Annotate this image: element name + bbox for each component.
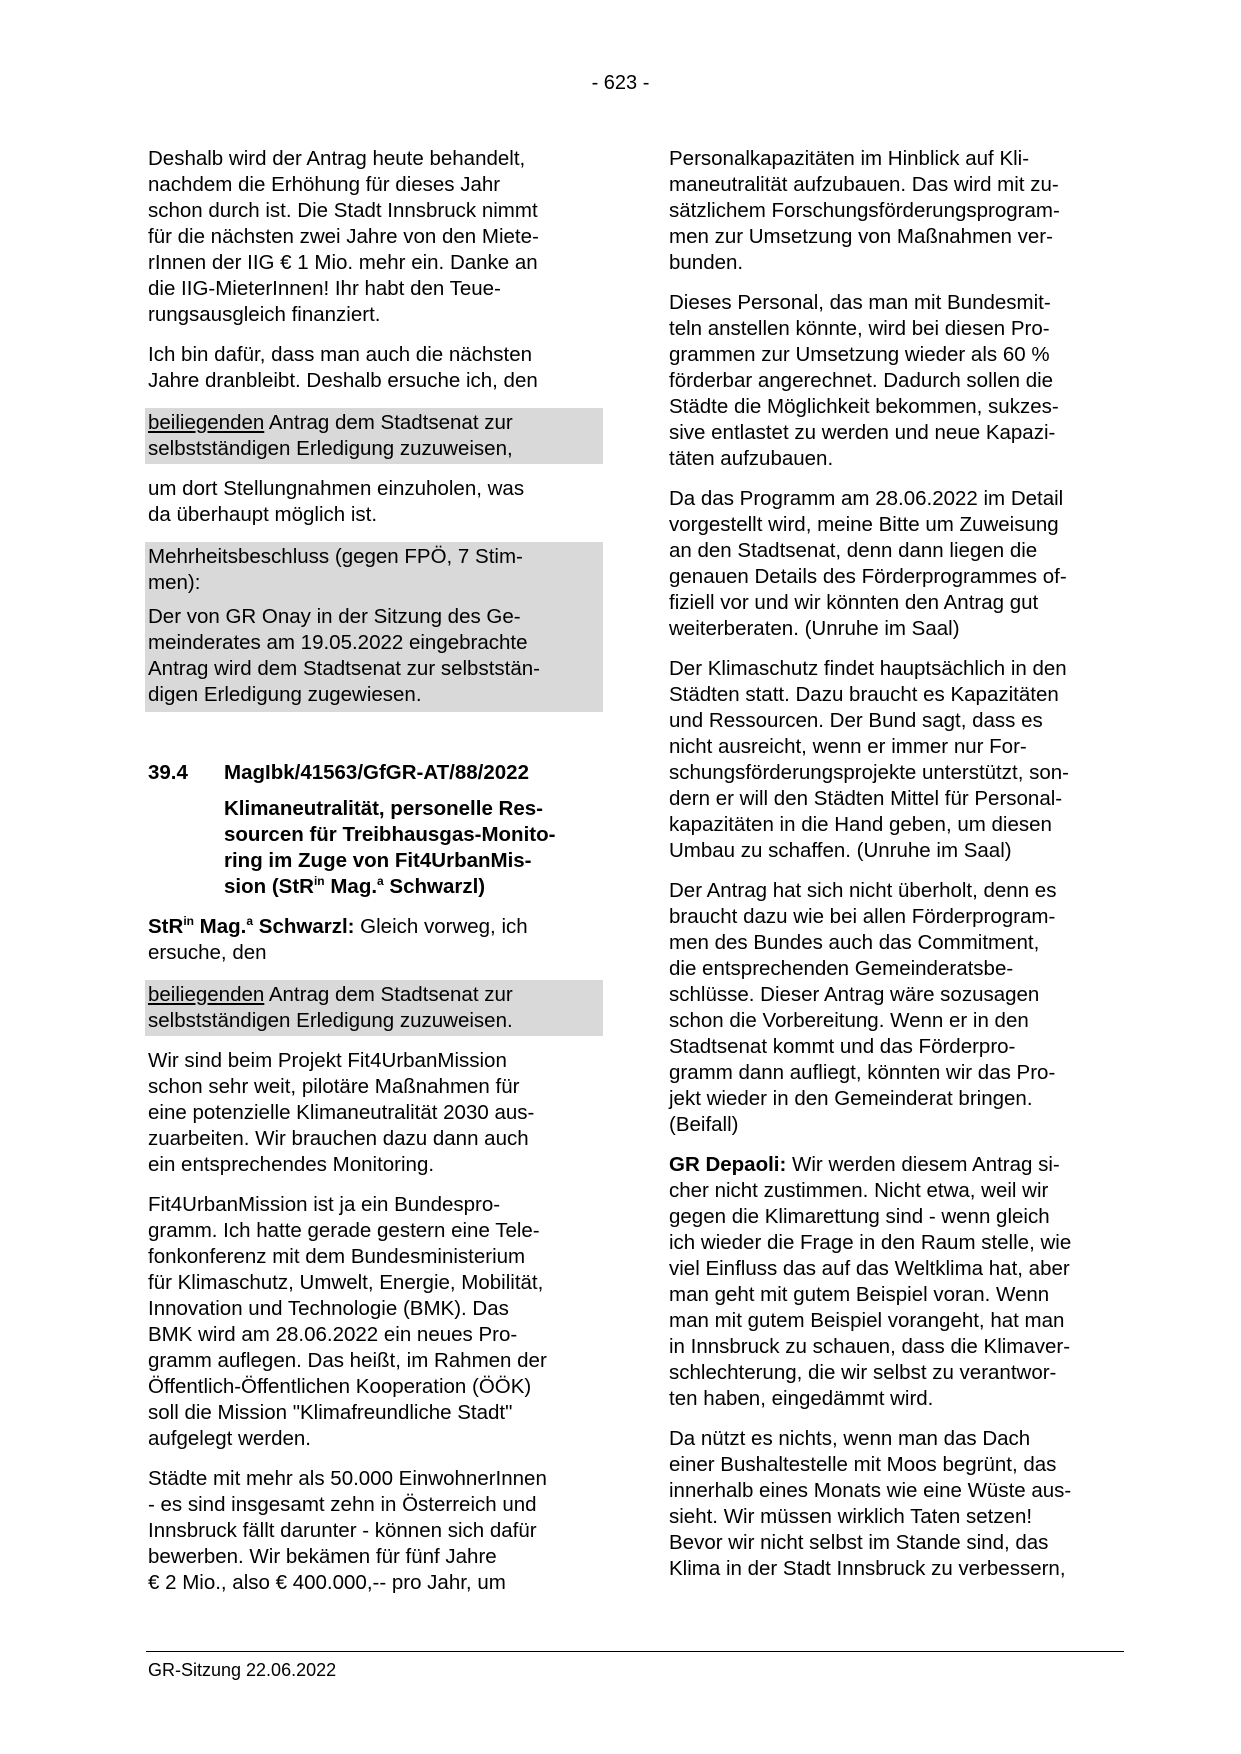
footer-session-date: GR-Sitzung 22.06.2022 [148,1660,337,1680]
motion-text: Antrag dem Stadtsenat zur selbstständigen Erledigung zuzuweisen. [148,983,513,1032]
right-column [669,146,1121,1596]
section-heading [148,760,600,786]
motion-text: Antrag dem Stadtsenat zur selbstständigen Erledigung zuzuweisen, [148,411,513,460]
paragraph: Deshalb wird der Antrag heute behandelt, nachdem die Erhöhung für dieses Jahr schon durch ist. Die Stadt Innsbruck nimmt für die nächsten zwei Jahre von den Miete- rInnen der IIG € 1 Mio. mehr ein. Danke an die IIG-MieterInnen! Ihr habt den Teue- rungsausgleich finanziert. [148,147,539,326]
footer-divider [146,1651,1124,1652]
decision-block [145,542,603,712]
paragraph: Städte mit mehr als 50.000 EinwohnerInnen - es sind insgesamt zehn in Österreich und Innsbruck fällt darunter - können sich dafür bewerben. Wir bekämen für fünf Jahre € 2 Mio., also € 400.000,-- pro Jahr, um [148,1467,547,1594]
highlighted-motion [145,980,603,1036]
highlighted-motion [145,408,603,464]
paragraph: Fit4UrbanMission ist ja ein Bundespro- gramm. Ich hatte gerade gestern eine Tele- fonkonferenz mit dem Bundesministerium für Klimaschutz, Umwelt, Energie, Mobilität, Innovation und Technologie (BMK). Das BMK wird am 28.06.2022 ein neues Pro- gramm auflegen. Das heißt, im Rahmen der Öffentlich-Öffentlichen Kooperation (ÖÖK) soll die Mission "Klimafreundliche Stadt" aufgelegt werden. [148,1193,547,1450]
motion-underlined-word: beiliegenden [148,411,265,434]
paragraph: Da das Programm am 28.06.2022 im Detail vorgestellt wird, meine Bitte um Zuweisung an den Stadtsenat, denn dann liegen die genauen Details des Förderprogrammes of- fiziell vor und wir könnten den Antrag gut weiterberaten. (Unruhe im Saal) [669,487,1067,640]
speaker-paragraph [669,1152,1121,1412]
paragraph: Dieses Personal, das man mit Bundesmit- teln anstellen könnte, wird bei diesen Pro- grammen zur Umsetzung wieder als 60 % förderbar angerechnet. Dadurch sollen die Städte die Möglichkeit bekommen, sukzes- sive entlastet zu werden und neue Kapazi- täten aufzubauen. [669,291,1059,470]
speaker-paragraph [148,914,600,966]
section-number: 39.4 [148,761,188,784]
superscript: a [377,874,384,889]
decision-text: Der von GR Onay in der Sitzung des Ge- meinderates am 19.05.2022 eingebrachte Antrag wird dem Stadtsenat zur selbststän- digen Erledigung zugewiesen. [148,605,540,706]
section-reference: MagIbk/41563/GfGR-AT/88/2022 [224,761,529,784]
superscript: in [313,874,325,889]
paragraph: Der Antrag hat sich nicht überholt, denn es braucht dazu wie bei allen Förderprogram- men des Bundes auch das Commitment, die entsprechenden Gemeinderatsbe- schlüsse. Dieser Antrag wäre sozusagen schon die Vorbereitung. Wenn er in den Stadtsenat kommt und das Förderpro- gramm dann aufliegt, könnten wir das Pro- jekt wieder in den Gemeinderat bringen. (Beifall) [669,879,1057,1136]
speaker-text: Gleich vorweg, ich ersuche, den [148,915,528,964]
paragraph: Personalkapazitäten im Hinblick auf Kli- maneutralität aufzubauen. Das wird mit zu- sätzlichem Forschungsförderungsprogram- men zur Umsetzung von Maßnahmen ver- bunden. [669,147,1060,274]
speaker-name: GR Depaoli: [669,1153,787,1176]
decision-label: Mehrheitsbeschluss (gegen FPÖ, 7 Stim- men): [148,545,523,594]
section-title [224,796,600,900]
motion-underlined-word: beiliegenden [148,983,265,1006]
paragraph: Wir sind beim Projekt Fit4UrbanMission schon sehr weit, pilotäre Maßnahmen für eine potenzielle Klimaneutralität 2030 aus- zuarbeiten. Wir brauchen dazu dann auch ein entsprechendes Monitoring. [148,1049,535,1176]
page-number: - 623 - [591,72,650,94]
speaker-text: Wir werden diesem Antrag si- cher nicht zustimmen. Nicht etwa, weil wir gegen die Klimarettung sind - wenn gleich ich wieder die Frage in den Raum stelle, wie viel Einfluss das auf das Weltklima hat, aber man geht mit gutem Beispiel voran. Wenn man mit gutem Beispiel vorangeht, hat man in Innsbruck zu schauen, dass die Klimaver- schlechterung, die wir selbst zu verantwor- ten haben, eingedämmt wird. [669,1153,1072,1410]
section-title-text: Mag. [324,875,378,898]
paragraph: um dort Stellungnahmen einzuholen, was da überhaupt möglich ist. [148,477,525,526]
paragraph: Da nützt es nichts, wenn man das Dach einer Bushaltestelle mit Moos begrünt, das innerhalb eines Monats wie eine Wüste aus- sieht. Wir müssen wirklich Taten setzen! Bevor wir nicht selbst im Stande sind, das Klima in der Stadt Innsbruck zu verbessern, [669,1427,1072,1580]
paragraph: Ich bin dafür, dass man auch die nächsten Jahre dranbleibt. Deshalb ersuche ich, den [148,343,538,392]
speaker-name: StR$^{in}$ Mag.$^a$ Schwarzl: [148,914,355,938]
section-title-text: Schwarzl) [383,875,486,898]
paragraph: Der Klimaschutz findet hauptsächlich in den Städten statt. Dazu braucht es Kapazitäten und Ressourcen. Der Bund sagt, dass es nicht ausreicht, wenn er immer nur For- schungsförderungsprojekte unterstützt, son- dern er will den Städten Mittel für Personal- kapazitäten in die Hand geben, um diesen Umbau zu schaffen. (Unruhe im Saal) [669,657,1069,862]
left-column [148,146,600,1610]
section-title-text: Klimaneutralität, personelle Res- sourcen für Treibhausgas-Monito- ring im Zuge von Fit4UrbanMis- sion (StR [224,797,556,898]
